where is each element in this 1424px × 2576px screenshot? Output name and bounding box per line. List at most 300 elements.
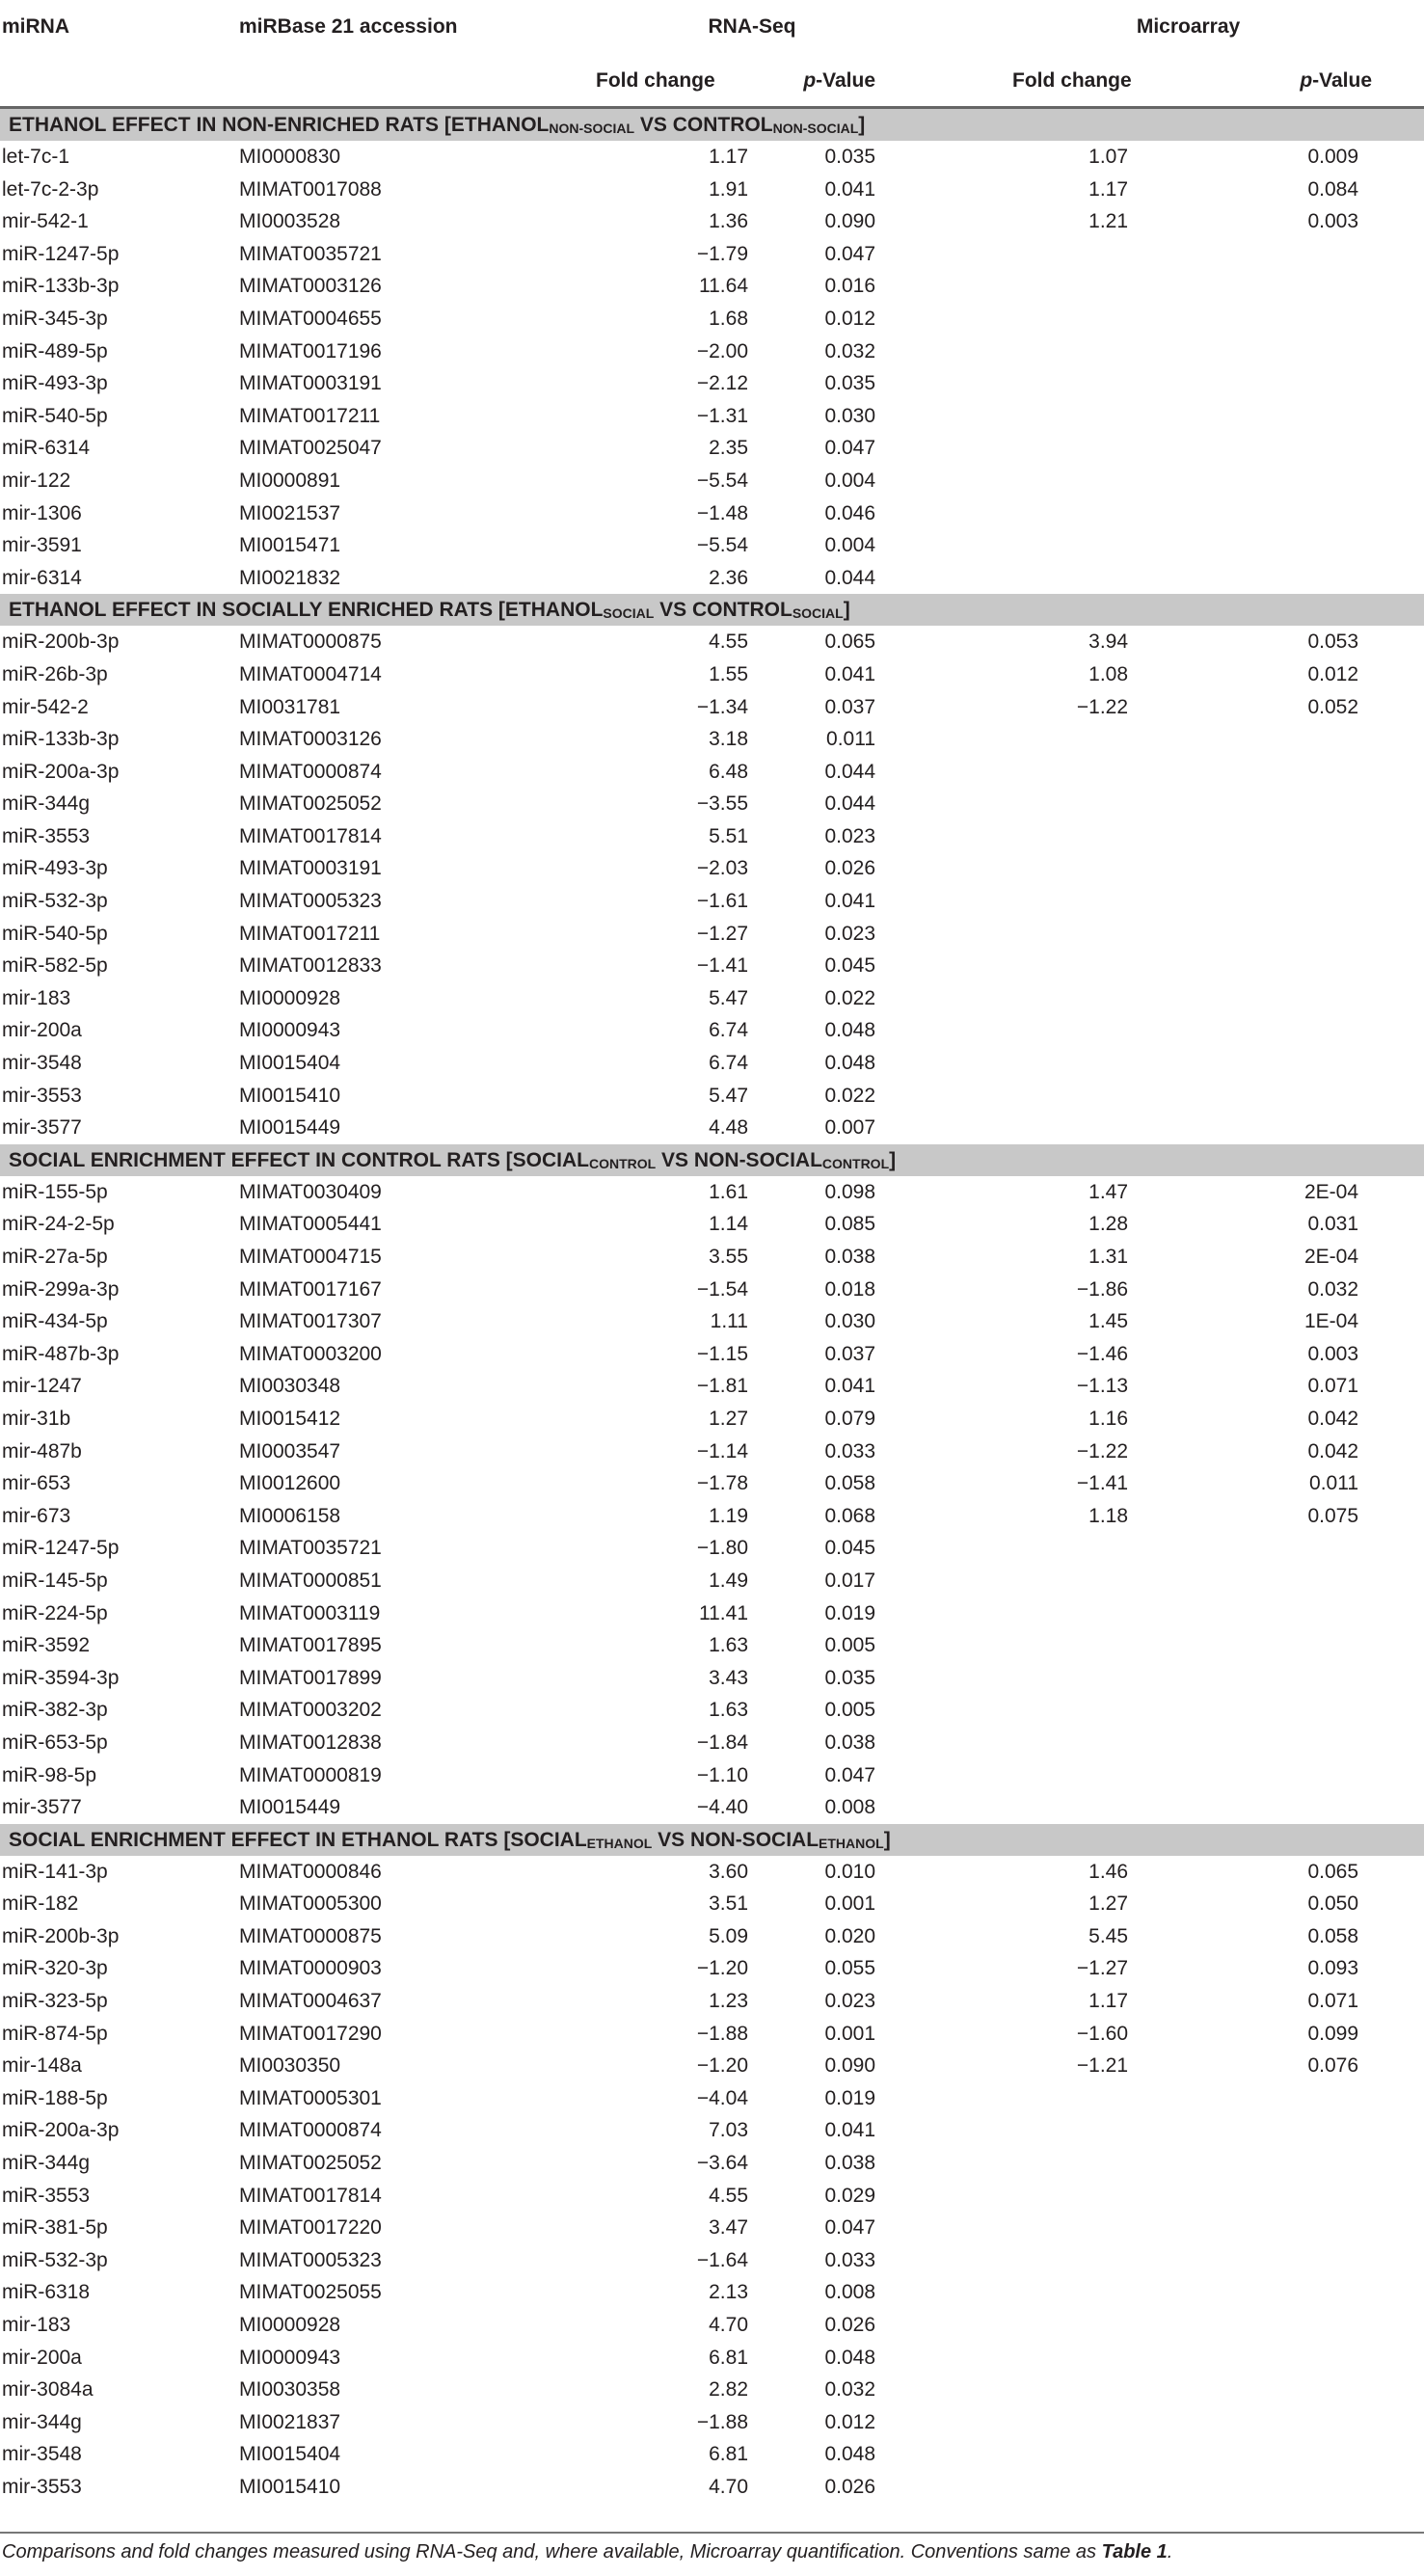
cell-microarray-pvalue: [1186, 2212, 1424, 2244]
header-row-sub: [0, 56, 1424, 108]
cell-mirna: miR-182: [2, 1892, 79, 1916]
section-title-subscript: CONTROL: [821, 1155, 890, 1171]
cell-microarray-fold: [1003, 1759, 1186, 1792]
cell-rnaseq-fold: 1.49: [709, 1569, 748, 1592]
cell-microarray-fold: [1003, 982, 1186, 1015]
cell-microarray-fold: −1.46: [1076, 1342, 1129, 1365]
cell-rnaseq-pvalue: 0.029: [824, 2184, 876, 2207]
microarray-pvalue-header: [1186, 56, 1424, 108]
cell-microarray-fold: 1.08: [1088, 662, 1129, 685]
cell-microarray-pvalue: [1186, 1759, 1424, 1792]
cell-rnaseq-pvalue: 0.012: [824, 2410, 876, 2433]
cell-microarray-fold: [1003, 2276, 1186, 2309]
cell-microarray-fold: [1003, 2114, 1186, 2147]
cell-rnaseq-pvalue: 0.038: [824, 2152, 876, 2175]
section-title-subscript: SOCIAL: [603, 605, 655, 622]
cell-accession: MI0021537: [239, 501, 341, 524]
cell-rnaseq-pvalue: 0.055: [824, 1957, 876, 1980]
cell-mirna: miR-874-5p: [2, 2022, 108, 2045]
cell-rnaseq-pvalue: 0.048: [824, 2346, 876, 2369]
table-row: [0, 1014, 1424, 1047]
cell-rnaseq-fold: −1.78: [696, 1472, 748, 1495]
section-header-row: [0, 1824, 1424, 1856]
cell-mirna: miR-3592: [2, 1634, 91, 1657]
cell-rnaseq-pvalue: 0.046: [824, 501, 876, 524]
rnaseq-group-label: RNA-Seq: [708, 15, 796, 38]
rnaseq-pvalue-header: [771, 56, 897, 108]
cell-microarray-fold: −1.60: [1076, 2022, 1129, 2045]
cell-microarray-fold: [1003, 2244, 1186, 2277]
cell-accession: MI0015404: [239, 2443, 341, 2466]
cell-mirna: mir-673: [2, 1504, 71, 1527]
cell-microarray-pvalue: 0.003: [1307, 210, 1359, 233]
cell-accession: MIMAT0004714: [239, 662, 382, 685]
cell-rnaseq-pvalue: 0.048: [824, 1052, 876, 1075]
cell-mirna: miR-133b-3p: [2, 728, 120, 751]
cell-microarray-pvalue: 0.052: [1307, 695, 1359, 718]
cell-microarray-fold: [1003, 2212, 1186, 2244]
cell-mirna: miR-98-5p: [2, 1763, 97, 1786]
cell-microarray-pvalue: [1186, 2244, 1424, 2277]
cell-rnaseq-pvalue: 0.047: [824, 242, 876, 265]
cell-accession: MIMAT0025052: [239, 2152, 382, 2175]
cell-rnaseq-fold: 1.36: [709, 210, 748, 233]
cell-rnaseq-pvalue: 0.017: [824, 1569, 876, 1592]
cell-microarray-pvalue: [1186, 2374, 1424, 2406]
cell-rnaseq-fold: −1.48: [696, 501, 748, 524]
table-row: [0, 820, 1424, 853]
cell-microarray-fold: 1.17: [1088, 1990, 1129, 2013]
cell-rnaseq-fold: −5.54: [696, 469, 748, 492]
table-row: [0, 1208, 1424, 1241]
cell-rnaseq-fold: 6.74: [709, 1052, 748, 1075]
cell-microarray-fold: 1.31: [1088, 1246, 1129, 1268]
table-row: [0, 1952, 1424, 1985]
cell-mirna: miR-200b-3p: [2, 1924, 120, 1947]
cell-accession: MI0015410: [239, 2475, 341, 2498]
cell-microarray-fold: 1.47: [1088, 1180, 1129, 1203]
cell-spacer: [897, 1338, 1003, 1371]
table-row: [0, 1629, 1424, 1662]
cell-spacer: [897, 1629, 1003, 1662]
cell-rnaseq-fold: 2.13: [709, 2281, 748, 2304]
cell-rnaseq-fold: 1.17: [709, 146, 748, 168]
cell-microarray-fold: [1003, 270, 1186, 303]
table-row: [0, 303, 1424, 335]
cell-rnaseq-pvalue: 0.037: [824, 1342, 876, 1365]
cell-microarray-fold: [1003, 497, 1186, 530]
cell-accession: MIMAT0000903: [239, 1957, 382, 1980]
cell-rnaseq-fold: −1.41: [696, 954, 748, 978]
cell-accession: MIMAT0003119: [239, 1601, 381, 1624]
cell-rnaseq-fold: 3.47: [709, 2216, 748, 2240]
cell-rnaseq-fold: 4.48: [709, 1116, 748, 1140]
cell-microarray-pvalue: [1186, 497, 1424, 530]
cell-rnaseq-pvalue: 0.020: [824, 1924, 876, 1947]
table-row: [0, 1467, 1424, 1500]
table-row: [0, 918, 1424, 951]
cell-microarray-fold: −1.22: [1076, 1439, 1129, 1462]
table-row: [0, 400, 1424, 433]
cell-microarray-pvalue: [1186, 1662, 1424, 1695]
cell-rnaseq-fold: −1.84: [696, 1731, 748, 1754]
cell-mirna: miR-3553: [2, 824, 91, 847]
cell-rnaseq-pvalue: 0.004: [824, 534, 876, 557]
table-row: [0, 1305, 1424, 1338]
cell-rnaseq-fold: 11.41: [699, 1601, 748, 1624]
cell-mirna: miR-24-2-5p: [2, 1213, 115, 1236]
cell-mirna: miR-188-5p: [2, 2086, 108, 2109]
cell-rnaseq-pvalue: 0.044: [824, 760, 876, 783]
cell-spacer: [897, 1208, 1003, 1241]
table-row: [0, 2018, 1424, 2051]
cell-rnaseq-pvalue: 0.035: [824, 1666, 876, 1689]
cell-rnaseq-fold: −2.00: [696, 339, 748, 362]
cell-microarray-pvalue: 0.042: [1307, 1407, 1359, 1430]
cell-accession: MI0000928: [239, 986, 341, 1009]
cell-rnaseq-pvalue: 0.007: [824, 1116, 876, 1140]
cell-mirna: miR-434-5p: [2, 1310, 108, 1333]
cell-microarray-fold: 5.45: [1088, 1924, 1129, 1947]
cell-microarray-fold: [1003, 1112, 1186, 1144]
cell-rnaseq-pvalue: 0.041: [824, 890, 876, 913]
cell-microarray-pvalue: [1186, 1791, 1424, 1824]
cell-accession: MIMAT0003202: [239, 1699, 382, 1722]
table-row: [0, 1080, 1424, 1113]
cell-rnaseq-pvalue: 0.004: [824, 469, 876, 492]
cell-mirna: mir-148a: [2, 2054, 82, 2078]
section-title-text: ]: [843, 599, 850, 622]
table-row: [0, 950, 1424, 982]
cell-rnaseq-pvalue: 0.044: [824, 566, 876, 589]
cell-microarray-fold: [1003, 1791, 1186, 1824]
section-title-subscript: ETHANOL: [819, 1835, 884, 1851]
cell-mirna: mir-487b: [2, 1439, 82, 1462]
rnaseq-fold-header: Fold change: [550, 56, 771, 108]
cell-rnaseq-fold: 6.74: [709, 1019, 748, 1042]
cell-rnaseq-pvalue: 0.068: [824, 1504, 876, 1527]
cell-spacer: [897, 529, 1003, 562]
cell-spacer: [897, 432, 1003, 465]
cell-rnaseq-fold: 6.81: [709, 2346, 748, 2369]
rnaseq-group-header: [550, 0, 897, 56]
cell-mirna: mir-3548: [2, 1052, 82, 1075]
cell-accession: MI0015471: [239, 534, 341, 557]
cell-microarray-pvalue: 0.058: [1307, 1924, 1359, 1947]
cell-spacer: [897, 141, 1003, 174]
table-row: [0, 1791, 1424, 1824]
cell-mirna: mir-183: [2, 986, 71, 1009]
cell-rnaseq-pvalue: 0.026: [824, 2475, 876, 2498]
cell-microarray-fold: [1003, 918, 1186, 951]
cell-mirna: miR-3553: [2, 2184, 91, 2207]
cell-spacer: [897, 2180, 1003, 2213]
cell-mirna: mir-3084a: [2, 2378, 94, 2402]
cell-rnaseq-fold: −2.12: [696, 372, 748, 395]
section-title-text: ETHANOL EFFECT IN NON-ENRICHED RATS [ETHANOL: [9, 114, 550, 136]
cell-accession: MIMAT0005323: [239, 2248, 382, 2271]
cell-microarray-pvalue: 0.003: [1307, 1342, 1359, 1365]
cell-rnaseq-fold: 3.18: [709, 728, 748, 751]
cell-spacer: [897, 1856, 1003, 1889]
pvalue-suffix: -Value: [1312, 69, 1373, 92]
cell-rnaseq-fold: −1.64: [696, 2248, 748, 2271]
cell-spacer: [897, 2309, 1003, 2342]
cell-mirna: miR-200b-3p: [2, 631, 120, 654]
cell-mirna: mir-1306: [2, 501, 82, 524]
cell-accession: MIMAT0005323: [239, 890, 382, 913]
cell-microarray-pvalue: [1186, 270, 1424, 303]
cell-spacer: [897, 1305, 1003, 1338]
cell-microarray-fold: 1.46: [1088, 1860, 1129, 1883]
cell-spacer: [897, 2374, 1003, 2406]
table-row: [0, 141, 1424, 174]
cell-spacer: [897, 367, 1003, 400]
cell-spacer: [897, 2276, 1003, 2309]
cell-microarray-pvalue: [1186, 1112, 1424, 1144]
cell-microarray-fold: [1003, 400, 1186, 433]
cell-mirna: miR-6314: [2, 437, 91, 460]
cell-spacer: [897, 788, 1003, 820]
table-row: [0, 238, 1424, 271]
cell-microarray-pvalue: [1186, 1629, 1424, 1662]
table-row: [0, 1597, 1424, 1630]
cell-rnaseq-fold: −1.14: [696, 1439, 748, 1462]
cell-microarray-pvalue: [1186, 852, 1424, 885]
cell-rnaseq-pvalue: 0.035: [824, 372, 876, 395]
cell-rnaseq-fold: 3.43: [709, 1666, 748, 1689]
section-title: [0, 1824, 1424, 1856]
cell-rnaseq-fold: 1.63: [709, 1634, 748, 1657]
cell-mirna: mir-3577: [2, 1116, 82, 1140]
cell-mirna: miR-487b-3p: [2, 1342, 120, 1365]
cell-rnaseq-pvalue: 0.045: [824, 1537, 876, 1560]
cell-mirna: miR-381-5p: [2, 2216, 108, 2240]
cell-mirna: miR-1247-5p: [2, 1537, 120, 1560]
cell-microarray-fold: −1.22: [1076, 695, 1129, 718]
microarray-group-header: [1003, 0, 1424, 56]
table-row: [0, 562, 1424, 595]
cell-spacer: [897, 1727, 1003, 1759]
section-header-row: [0, 1144, 1424, 1176]
cell-rnaseq-fold: −4.40: [696, 1796, 748, 1819]
cell-rnaseq-fold: 1.68: [709, 307, 748, 330]
table-body: [0, 108, 1424, 2504]
cell-microarray-pvalue: 0.093: [1307, 1957, 1359, 1980]
cell-rnaseq-fold: −1.81: [696, 1375, 748, 1398]
cell-accession: MIMAT0017814: [239, 2184, 382, 2207]
cell-mirna: miR-653-5p: [2, 1731, 108, 1754]
cell-mirna: miR-532-3p: [2, 890, 108, 913]
footnote-table-ref: Table 1: [1101, 2541, 1168, 2563]
table-row: [0, 1500, 1424, 1533]
cell-accession: MIMAT0003200: [239, 1342, 382, 1365]
cell-accession: MIMAT0017196: [239, 339, 382, 362]
cell-accession: MIMAT0004637: [239, 1990, 382, 2013]
cell-microarray-fold: [1003, 1727, 1186, 1759]
table-row: [0, 2276, 1424, 2309]
cell-accession: MIMAT0035721: [239, 1537, 382, 1560]
cell-rnaseq-pvalue: 0.008: [824, 2281, 876, 2304]
cell-microarray-fold: [1003, 1694, 1186, 1727]
cell-mirna: miR-145-5p: [2, 1569, 108, 1592]
cell-microarray-fold: 1.18: [1088, 1504, 1129, 1527]
cell-microarray-pvalue: 0.084: [1307, 177, 1359, 201]
cell-rnaseq-pvalue: 0.005: [824, 1699, 876, 1722]
cell-mirna: mir-1247: [2, 1375, 82, 1398]
table-row: [0, 1274, 1424, 1306]
cell-mirna: miR-540-5p: [2, 922, 108, 945]
cell-rnaseq-fold: 1.91: [709, 177, 748, 201]
cell-spacer: [897, 303, 1003, 335]
cell-microarray-fold: 1.28: [1088, 1213, 1129, 1236]
cell-mirna: miR-493-3p: [2, 857, 108, 880]
cell-spacer: [897, 2050, 1003, 2082]
cell-accession: MI0000830: [239, 146, 341, 168]
cell-microarray-pvalue: [1186, 1532, 1424, 1565]
cell-microarray-fold: [1003, 238, 1186, 271]
section-title-text: SOCIAL ENRICHMENT EFFECT IN ETHANOL RATS [SOCIAL: [9, 1828, 587, 1851]
table-row: [0, 1985, 1424, 2018]
cell-rnaseq-pvalue: 0.038: [824, 1246, 876, 1268]
cell-microarray-pvalue: 0.075: [1307, 1504, 1359, 1527]
cell-rnaseq-fold: 4.70: [709, 2475, 748, 2498]
cell-microarray-pvalue: [1186, 2147, 1424, 2180]
section-title-text: SOCIAL ENRICHMENT EFFECT IN CONTROL RATS [SOCIAL: [9, 1148, 589, 1171]
table-row: [0, 2114, 1424, 2147]
cell-rnaseq-fold: −4.04: [696, 2086, 748, 2109]
cell-microarray-fold: [1003, 2342, 1186, 2375]
cell-rnaseq-fold: 2.82: [709, 2378, 748, 2402]
cell-accession: MIMAT0025047: [239, 437, 382, 460]
cell-mirna: miR-532-3p: [2, 2248, 108, 2271]
cell-rnaseq-pvalue: 0.041: [824, 177, 876, 201]
cell-mirna: miR-323-5p: [2, 1990, 108, 2013]
cell-mirna: miR-26b-3p: [2, 662, 108, 685]
cell-accession: MI0021837: [239, 2410, 341, 2433]
cell-rnaseq-pvalue: 0.048: [824, 2443, 876, 2466]
table-row: [0, 1759, 1424, 1792]
cell-mirna: miR-299a-3p: [2, 1277, 120, 1301]
cell-rnaseq-fold: 5.51: [709, 824, 748, 847]
col-accession-header: miRBase 21 accession: [239, 15, 458, 38]
table-row: [0, 756, 1424, 789]
cell-microarray-pvalue: 2E-04: [1303, 1180, 1359, 1203]
cell-spacer: [897, 1500, 1003, 1533]
cell-accession: MIMAT0017895: [239, 1634, 382, 1657]
cell-microarray-pvalue: [1186, 1565, 1424, 1597]
cell-accession: MI0006158: [239, 1504, 341, 1527]
cell-accession: MI0015449: [239, 1116, 341, 1140]
cell-microarray-fold: [1003, 2147, 1186, 2180]
cell-rnaseq-fold: 5.47: [709, 986, 748, 1009]
cell-microarray-pvalue: 0.076: [1307, 2054, 1359, 2078]
table-row: [0, 1727, 1424, 1759]
cell-spacer: [897, 1467, 1003, 1500]
cell-mirna: miR-3594-3p: [2, 1666, 120, 1689]
cell-accession: MI0021832: [239, 566, 341, 589]
cell-accession: MIMAT0017814: [239, 824, 382, 847]
cell-mirna: mir-183: [2, 2314, 71, 2336]
bottom-rule: [0, 2532, 1424, 2534]
cell-microarray-pvalue: [1186, 1727, 1424, 1759]
cell-spacer: [897, 820, 1003, 853]
table-row: [0, 982, 1424, 1015]
cell-rnaseq-fold: −1.31: [696, 404, 748, 427]
cell-mirna: mir-3553: [2, 2475, 82, 2498]
cell-spacer: [897, 852, 1003, 885]
table-row: [0, 432, 1424, 465]
cell-rnaseq-pvalue: 0.033: [824, 2248, 876, 2271]
cell-rnaseq-pvalue: 0.019: [824, 1601, 876, 1624]
cell-rnaseq-fold: −1.10: [696, 1763, 748, 1786]
cell-microarray-pvalue: [1186, 1694, 1424, 1727]
cell-accession: MI0015410: [239, 1084, 341, 1107]
cell-mirna: mir-3553: [2, 1084, 82, 1107]
table-row: [0, 1565, 1424, 1597]
cell-spacer: [897, 2406, 1003, 2439]
cell-microarray-fold: [1003, 562, 1186, 595]
cell-rnaseq-fold: −1.88: [696, 2022, 748, 2045]
cell-microarray-fold: [1003, 885, 1186, 918]
cell-spacer: [897, 2212, 1003, 2244]
cell-accession: MI0030358: [239, 2378, 341, 2402]
cell-microarray-fold: [1003, 756, 1186, 789]
cell-spacer: [897, 885, 1003, 918]
cell-spacer: [897, 723, 1003, 756]
cell-microarray-pvalue: [1186, 2082, 1424, 2115]
cell-spacer: [897, 1532, 1003, 1565]
cell-accession: MI0030350: [239, 2054, 341, 2078]
table-row: [0, 1112, 1424, 1144]
cell-rnaseq-pvalue: 0.037: [824, 695, 876, 718]
section-title-text: VS CONTROL: [654, 599, 793, 622]
cell-rnaseq-pvalue: 0.010: [824, 1860, 876, 1883]
cell-mirna: mir-31b: [2, 1407, 71, 1430]
cell-microarray-fold: [1003, 367, 1186, 400]
microarray-fold-header: Fold change: [1003, 56, 1186, 108]
cell-mirna: mir-3548: [2, 2443, 82, 2466]
cell-accession: MIMAT0005441: [239, 1213, 382, 1236]
cell-rnaseq-fold: −1.20: [696, 2054, 748, 2078]
table-row: [0, 2180, 1424, 2213]
cell-microarray-pvalue: [1186, 982, 1424, 1015]
cell-spacer: [897, 2438, 1003, 2471]
cell-microarray-pvalue: [1186, 2438, 1424, 2471]
cell-rnaseq-fold: 1.19: [709, 1504, 748, 1527]
cell-microarray-pvalue: [1186, 2342, 1424, 2375]
cell-microarray-fold: [1003, 788, 1186, 820]
cell-accession: MIMAT0017307: [239, 1310, 382, 1333]
cell-microarray-pvalue: [1186, 1597, 1424, 1630]
cell-accession: MIMAT0005301: [239, 2086, 382, 2109]
cell-microarray-fold: [1003, 529, 1186, 562]
cell-spacer: [897, 691, 1003, 724]
cell-mirna: let-7c-1: [2, 146, 70, 168]
cell-microarray-pvalue: [1186, 529, 1424, 562]
cell-microarray-fold: [1003, 2438, 1186, 2471]
cell-accession: MIMAT0017220: [239, 2216, 382, 2240]
cell-mirna: miR-155-5p: [2, 1180, 108, 1203]
cell-spacer: [897, 1694, 1003, 1727]
cell-microarray-pvalue: 0.012: [1307, 662, 1359, 685]
section-title-subscript: NON-SOCIAL: [549, 121, 635, 136]
table-row: [0, 2050, 1424, 2082]
cell-microarray-pvalue: [1186, 303, 1424, 335]
cell-rnaseq-pvalue: 0.048: [824, 1019, 876, 1042]
cell-spacer: [897, 1888, 1003, 1920]
cell-mirna: miR-27a-5p: [2, 1246, 108, 1268]
